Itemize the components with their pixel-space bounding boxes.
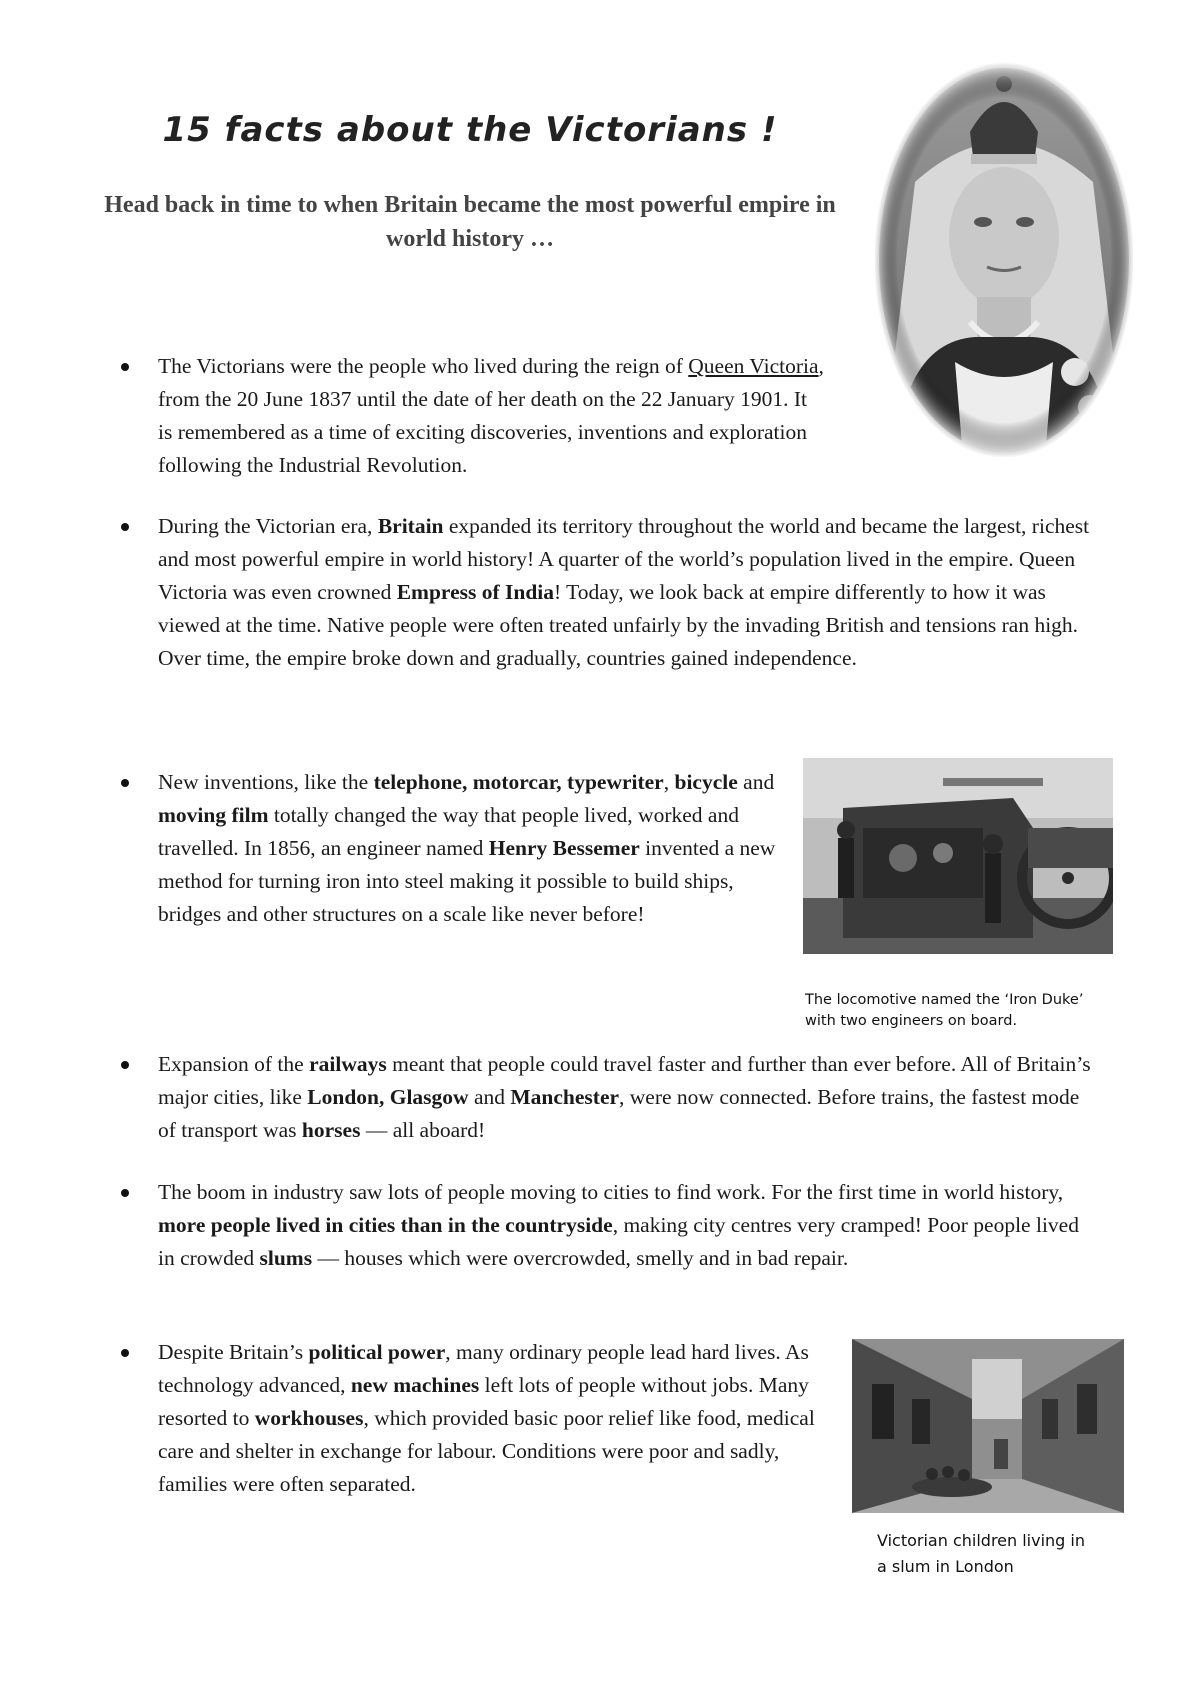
fact-bullet-3 [125,766,785,931]
fact-bullet-5 [125,1176,1100,1275]
victorian-slum-photo [852,1339,1124,1513]
queen-victoria-link[interactable]: Queen Victoria [688,354,819,378]
slum-caption: Victorian children living in a slum in London [877,1531,1086,1576]
queen-victoria-portrait [875,62,1133,457]
iron-duke-locomotive-photo [803,758,1113,954]
fact-text: Despite Britain’s political power, many ordinary people lead hard lives. As technology advanced, new machines left lots of people without jobs. Many resorted to workhouses, which provided basic poor relief like food, medical care and shelter in exchange for labour. Conditions were poor and sadly, families were often separated. [158,1340,815,1496]
fact-bullet-2 [125,510,1100,675]
bullet-icon [121,523,129,531]
fact-text: The boom in industry saw lots of people moving to cities to find work. For the first time in world history, more people lived in cities than in the countryside, making city centres very cramped! Poor people lived in crowded slums — houses which were overcrowded, smelly and in bad repair. [158,1180,1079,1270]
fact-text: The Victorians were the people who lived during the reign of Queen Victoria, from the 20 June 1837 until the date of her death on the 22 January 1901. It is remembered as a time of exciting discoveries, inventions and exploration following the Industrial Revolution. [158,354,824,477]
bullet-icon [121,779,129,787]
page-subtitle: Head back in time to when Britain became the most powerful empire in world history … [104,192,836,252]
locomotive-caption: The locomotive named the ‘Iron Duke’ with two engineers on board. [805,992,1084,1029]
fact-text: Expansion of the railways meant that people could travel faster and further than ever before. All of Britain’s major cities, like London, Glasgow and Manchester, were now connected. Before trains, the fastest mode of transport was horses — all aboard! [158,1052,1091,1142]
fact-bullet-4 [125,1048,1100,1147]
bullet-icon [121,1061,129,1069]
fact-bullet-1 [125,350,825,482]
bullet-icon [121,1349,129,1357]
fact-bullet-6 [125,1336,845,1501]
fact-text: During the Victorian era, Britain expanded its territory throughout the world and became the largest, richest and most powerful empire in world history! A quarter of the world’s population lived in the empire. Queen Victoria was even crowned Empress of India! Today, we look back at empire differently to how it was viewed at the time. Native people were often treated unfairly by the invading British and tensions ran high. Over time, the empire broke down and gradually, countries gained independence. [158,514,1090,670]
fact-text: New inventions, like the telephone, motorcar, typewriter, bicycle and moving film totally changed the way that people lived, worked and travelled. In 1856, an engineer named Henry Bessemer invented a new method for turning iron into steel making it possible to build ships, bridges and other structures on a scale like never before! [158,770,776,926]
bullet-icon [121,363,129,371]
bullet-icon [121,1189,129,1197]
page-title: 15 facts about the Victorians ! [162,110,778,150]
